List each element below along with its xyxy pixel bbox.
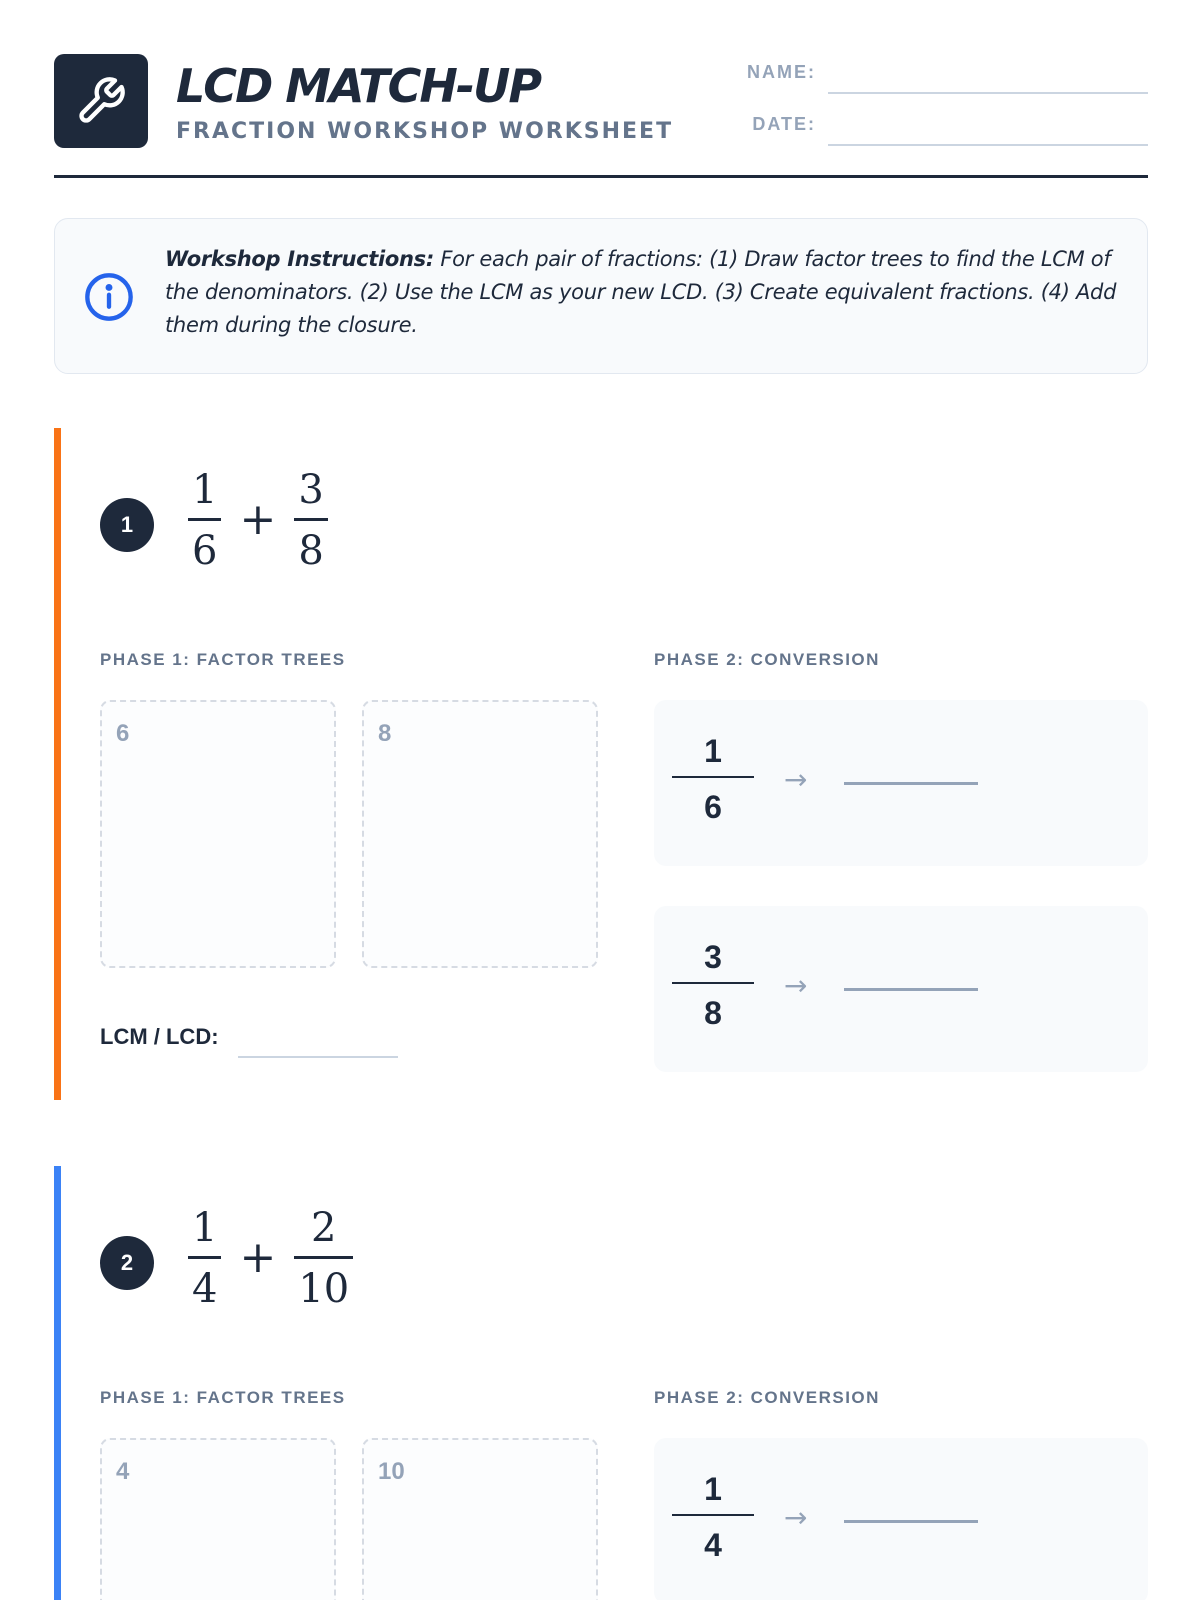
arrow-icon: →	[784, 969, 808, 1002]
factor-tree-label: 10	[378, 1458, 405, 1485]
name-label: NAME:	[747, 62, 816, 82]
phase1-label: PHASE 1: FACTOR TREES	[100, 1388, 346, 1407]
lcm-answer-field[interactable]	[238, 1056, 398, 1058]
numerator: 3	[298, 467, 324, 513]
fraction	[184, 1200, 225, 1319]
name-field[interactable]	[828, 92, 1148, 94]
worksheet-title: LCD MATCH-UP	[176, 59, 541, 113]
fraction	[184, 462, 225, 581]
instructions-lead: Workshop Instructions:	[165, 247, 434, 271]
instructions-text	[165, 243, 1125, 342]
numerator: 1	[704, 1471, 722, 1507]
fraction	[290, 1200, 357, 1319]
factor-tree-box[interactable]	[362, 1438, 598, 1600]
worksheet-subtitle: FRACTION WORKSHOP WORKSHEET	[176, 119, 674, 144]
denominator: 6	[192, 528, 218, 574]
phase2-label: PHASE 2: CONVERSION	[654, 1388, 880, 1407]
denominator: 8	[298, 528, 324, 574]
instructions-body: For each pair of fractions: (1) Draw factor trees to find the LCM of the denominators. (2) Use the LCM as your new LCD. (3) Create equivalent fractions. (4) Add them during the closure.	[165, 247, 1117, 337]
info-icon	[83, 271, 135, 323]
accent-bar	[54, 428, 61, 1100]
instructions-box	[54, 218, 1148, 374]
denominator: 4	[192, 1266, 218, 1312]
factor-tree-label: 8	[378, 720, 392, 747]
factor-tree-box[interactable]	[100, 700, 336, 968]
phase2-label: PHASE 2: CONVERSION	[654, 650, 880, 669]
denominator: 4	[704, 1527, 722, 1563]
problem-2	[54, 1166, 1148, 1600]
date-label: DATE:	[752, 114, 816, 134]
conversion-row	[654, 1438, 1148, 1600]
source-fraction	[672, 932, 754, 1042]
conversion-row	[654, 906, 1148, 1072]
factor-tree-label: 6	[116, 720, 130, 747]
problem-expression	[184, 462, 332, 581]
logo-badge	[54, 54, 148, 148]
denominator: 8	[704, 995, 722, 1031]
equivalent-fraction-field[interactable]	[844, 988, 978, 991]
accent-bar	[54, 1166, 61, 1600]
plus-sign: +	[239, 493, 277, 545]
numerator: 1	[192, 1205, 218, 1251]
arrow-icon: →	[784, 763, 808, 796]
worksheet-header	[54, 54, 1148, 178]
problem-number: 1	[100, 498, 154, 552]
problem-number: 2	[100, 1236, 154, 1290]
factor-tree-box[interactable]	[362, 700, 598, 968]
equivalent-fraction-field[interactable]	[844, 1520, 978, 1523]
factor-tree-box[interactable]	[100, 1438, 336, 1600]
source-fraction	[672, 726, 754, 836]
source-fraction	[672, 1464, 754, 1574]
arrow-icon: →	[784, 1501, 808, 1534]
numerator: 1	[704, 733, 722, 769]
numerator: 1	[192, 467, 218, 513]
denominator: 6	[704, 789, 722, 825]
numerator: 2	[311, 1205, 337, 1251]
date-field[interactable]	[828, 144, 1148, 146]
conversion-row	[654, 700, 1148, 866]
plus-sign: +	[239, 1231, 277, 1283]
denominator: 10	[298, 1266, 350, 1312]
fraction	[290, 462, 331, 581]
problem-expression	[184, 1200, 357, 1319]
numerator: 3	[704, 939, 722, 975]
problem-1	[54, 428, 1148, 1100]
lcm-label: LCM / LCD:	[100, 1024, 219, 1049]
wrench-icon	[75, 75, 127, 127]
equivalent-fraction-field[interactable]	[844, 782, 978, 785]
factor-tree-label: 4	[116, 1458, 130, 1485]
phase1-label: PHASE 1: FACTOR TREES	[100, 650, 346, 669]
